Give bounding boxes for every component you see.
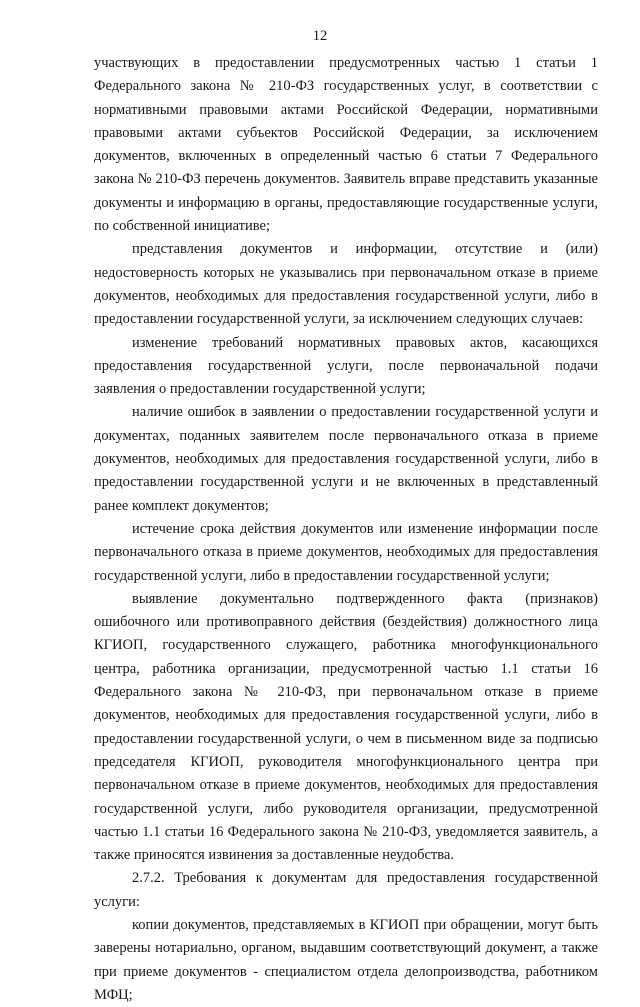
- paragraph-document-copies: копии документов, представляемых в КГИОП при обращении, могут быть заверены нотариально, органом, выдавшим соответствующий документ, а также при приеме документов - специалистом отдела делопроизводства, работником МФЦ;: [94, 916, 598, 1003]
- paragraph-documents-expiry: истечение срока действия документов или изменение информации после первоначального отказа в приеме документов, необходимых для предоставления государственной услуги, либо в предоставлении государственной услуги;: [94, 520, 598, 584]
- document-body: [94, 52, 598, 1007]
- paragraph-documents-presentation: представления документов и информации, отсутствие и (или) недостоверность которых не указывались при первоначальном отказе в приеме документов, необходимых для предоставления государственной услуги, либо в предоставлении государственной услуги, за исключением следующих случаев:: [94, 241, 598, 328]
- section-heading-2-7-2: 2.7.2. Требования к документам для предоставления государственной услуги:: [94, 870, 598, 910]
- paragraph-errors-in-application: наличие ошибок в заявлении о предоставлении государственной услуги и документах, поданных заявителем после первоначального отказа в приеме документов, необходимых для предоставления государственной услуги, либо в предоставлении государственной услуги и не включенных в представленный ранее комплект документов;: [94, 404, 598, 514]
- paragraph-official-misconduct: выявление документально подтвержденного факта (признаков) ошибочного или противоправного действия (бездействия) должностного лица КГИОП, государственного служащего, работника многофункционального центра, работника организации, предусмотренной частью 1.1 статьи 16 Федерального закона № 210-ФЗ, при первоначальном отказе в приеме документов, необходимых для предоставления государственной услуги, либо в предоставлении государственной услуги, о чем в письменном виде за подписью председателя КГИОП, руководителя многофункционального центра при первоначальном отказе в приеме документов, необходимых для предоставления государственной услуги, либо руководителя организации, предусмотренной частью 1.1 статьи 16 Федерального закона № 210-ФЗ, уведомляется заявитель, а также приносятся извинения за доставленные неудобства.: [94, 590, 598, 864]
- paragraph-continuation: участвующих в предоставлении предусмотренных частью 1 статьи 1 Федерального закона № 210-ФЗ государственных услуг, в соответствии с нормативными правовыми актами Российской Федерации, нормативными правовыми актами субъектов Российской Федерации, за исключением документов, включенных в определенный частью 6 статьи 7 Федерального закона № 210-ФЗ перечень документов. Заявитель вправе представить указанные документы и информацию в органы, предоставляющие государственные услуги, по собственной инициативе;: [94, 55, 598, 235]
- page-number: 12: [312, 28, 328, 44]
- paragraph-requirements-change: изменение требований нормативных правовых актов, касающихся предоставления государственной услуги, после первоначальной подачи заявления о предоставлении государственной услуги;: [94, 334, 598, 398]
